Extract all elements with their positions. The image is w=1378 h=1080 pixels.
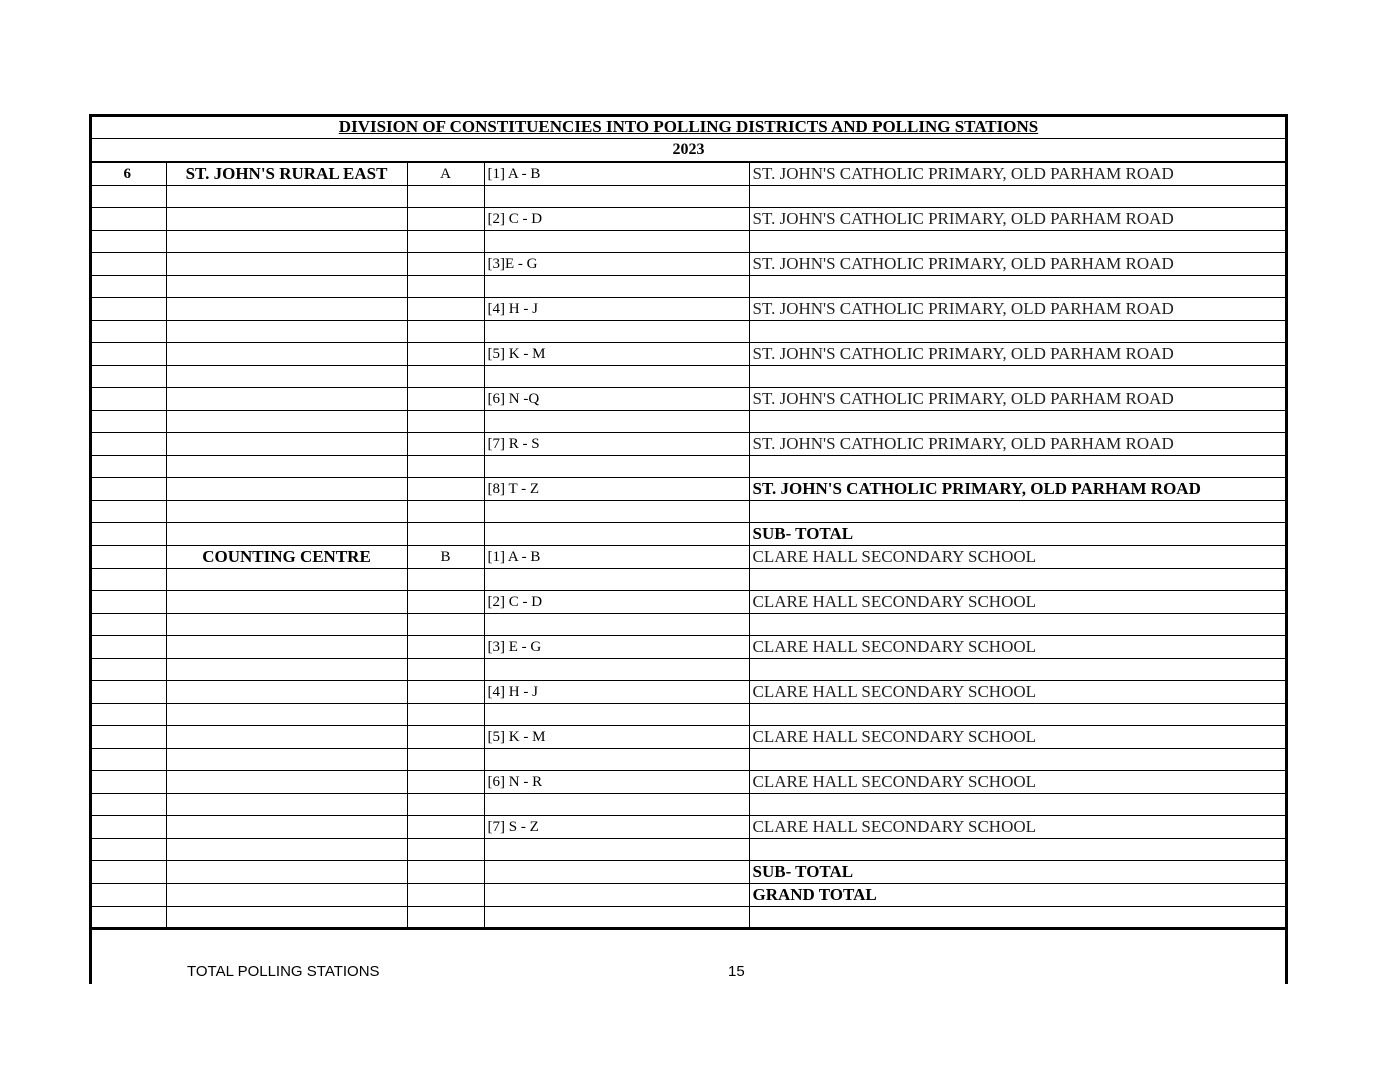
table-row bbox=[89, 591, 1288, 614]
constituency-name-cell bbox=[166, 501, 407, 523]
table-row bbox=[89, 681, 1288, 704]
constituency-name-cell bbox=[166, 298, 407, 321]
district-code-cell bbox=[407, 343, 484, 366]
constituency-number-cell bbox=[89, 681, 166, 704]
surname-range-cell bbox=[484, 749, 749, 771]
polling-station-cell bbox=[749, 839, 1288, 861]
table-row bbox=[89, 163, 1288, 186]
constituency-number-cell bbox=[89, 276, 166, 298]
constituency-name-cell bbox=[166, 388, 407, 411]
table-row bbox=[89, 839, 1288, 861]
constituency-name-cell bbox=[166, 726, 407, 749]
surname-range-cell: [2] C - D bbox=[484, 591, 749, 614]
document-title: DIVISION OF CONSTITUENCIES INTO POLLING DISTRICTS AND POLLING STATIONS bbox=[338, 117, 1039, 136]
polling-station-cell: CLARE HALL SECONDARY SCHOOL bbox=[749, 726, 1288, 749]
surname-range-cell bbox=[484, 614, 749, 636]
constituency-number-cell bbox=[89, 411, 166, 433]
district-code-cell bbox=[407, 861, 484, 884]
district-code-cell bbox=[407, 253, 484, 276]
constituency-number-cell bbox=[89, 749, 166, 771]
district-code-cell bbox=[407, 276, 484, 298]
table-row bbox=[89, 794, 1288, 816]
constituency-name-cell bbox=[166, 794, 407, 816]
constituency-number-cell bbox=[89, 343, 166, 366]
polling-station-cell: GRAND TOTAL bbox=[749, 884, 1288, 907]
constituency-name-cell bbox=[166, 208, 407, 231]
district-code-cell bbox=[407, 523, 484, 546]
constituency-name-cell bbox=[166, 907, 407, 929]
district-code-cell bbox=[407, 298, 484, 321]
constituency-name-cell bbox=[166, 411, 407, 433]
table-row bbox=[89, 276, 1288, 298]
constituency-number-cell bbox=[89, 816, 166, 839]
district-code-cell bbox=[407, 456, 484, 478]
surname-range-cell bbox=[484, 704, 749, 726]
surname-range-cell bbox=[484, 366, 749, 388]
district-code-cell bbox=[407, 771, 484, 794]
table-row bbox=[89, 659, 1288, 681]
constituency-number-cell bbox=[89, 726, 166, 749]
district-code-cell bbox=[407, 388, 484, 411]
surname-range-cell: [4] H - J bbox=[484, 681, 749, 704]
table-row bbox=[89, 456, 1288, 478]
polling-station-cell bbox=[749, 907, 1288, 929]
constituency-name-cell bbox=[166, 569, 407, 591]
constituency-name-cell bbox=[166, 253, 407, 276]
polling-station-cell: CLARE HALL SECONDARY SCHOOL bbox=[749, 591, 1288, 614]
polling-station-cell bbox=[749, 501, 1288, 523]
constituency-number-cell bbox=[89, 614, 166, 636]
surname-range-cell bbox=[484, 884, 749, 907]
constituency-number-cell bbox=[89, 907, 166, 929]
polling-station-cell bbox=[749, 569, 1288, 591]
constituency-name-cell bbox=[166, 186, 407, 208]
constituency-number-cell bbox=[89, 861, 166, 884]
table-row bbox=[89, 478, 1288, 501]
surname-range-cell bbox=[484, 907, 749, 929]
polling-station-cell: CLARE HALL SECONDARY SCHOOL bbox=[749, 771, 1288, 794]
document-title-row bbox=[89, 114, 1288, 139]
constituency-name-cell bbox=[166, 659, 407, 681]
constituency-name-cell bbox=[166, 816, 407, 839]
constituency-name-cell bbox=[166, 839, 407, 861]
polling-station-cell: CLARE HALL SECONDARY SCHOOL bbox=[749, 816, 1288, 839]
constituency-name-cell bbox=[166, 884, 407, 907]
district-code-cell bbox=[407, 208, 484, 231]
constituency-name-cell bbox=[166, 523, 407, 546]
polling-station-cell: ST. JOHN'S CATHOLIC PRIMARY, OLD PARHAM ROAD bbox=[749, 478, 1288, 501]
constituency-name-cell bbox=[166, 276, 407, 298]
district-code-cell bbox=[407, 704, 484, 726]
constituency-number-cell bbox=[89, 636, 166, 659]
district-code-cell bbox=[407, 636, 484, 659]
constituency-number-cell bbox=[89, 523, 166, 546]
constituency-name-cell bbox=[166, 771, 407, 794]
constituency-number-cell bbox=[89, 366, 166, 388]
polling-stations-table bbox=[89, 162, 1288, 930]
district-code-cell bbox=[407, 749, 484, 771]
district-code-cell bbox=[407, 794, 484, 816]
constituency-name-cell bbox=[166, 704, 407, 726]
table-row bbox=[89, 816, 1288, 839]
table-row bbox=[89, 636, 1288, 659]
district-code-cell bbox=[407, 569, 484, 591]
polling-station-cell bbox=[749, 366, 1288, 388]
constituency-number-cell bbox=[89, 208, 166, 231]
table-row bbox=[89, 388, 1288, 411]
constituency-number-cell bbox=[89, 569, 166, 591]
district-code-cell bbox=[407, 501, 484, 523]
constituency-name-cell bbox=[166, 433, 407, 456]
constituency-name-cell bbox=[166, 861, 407, 884]
polling-station-cell bbox=[749, 794, 1288, 816]
district-code-cell bbox=[407, 726, 484, 749]
constituency-number-cell bbox=[89, 186, 166, 208]
district-code-cell bbox=[407, 839, 484, 861]
constituency-name-cell: ST. JOHN'S RURAL EAST bbox=[166, 163, 407, 186]
table-row bbox=[89, 546, 1288, 569]
surname-range-cell bbox=[484, 839, 749, 861]
table-row bbox=[89, 614, 1288, 636]
constituency-number-cell bbox=[89, 388, 166, 411]
constituency-number-cell bbox=[89, 231, 166, 253]
polling-station-cell bbox=[749, 321, 1288, 343]
constituency-name-cell bbox=[166, 681, 407, 704]
surname-range-cell: [8] T - Z bbox=[484, 478, 749, 501]
table-row bbox=[89, 366, 1288, 388]
constituency-name-cell: COUNTING CENTRE bbox=[166, 546, 407, 569]
polling-stations-table-body bbox=[89, 163, 1288, 929]
constituency-number-cell bbox=[89, 704, 166, 726]
district-code-cell: A bbox=[407, 163, 484, 186]
district-code-cell bbox=[407, 907, 484, 929]
polling-station-cell bbox=[749, 659, 1288, 681]
polling-station-cell bbox=[749, 276, 1288, 298]
constituency-number-cell bbox=[89, 298, 166, 321]
table-row bbox=[89, 231, 1288, 253]
polling-station-cell bbox=[749, 704, 1288, 726]
district-code-cell bbox=[407, 816, 484, 839]
district-code-cell bbox=[407, 659, 484, 681]
polling-station-cell: CLARE HALL SECONDARY SCHOOL bbox=[749, 636, 1288, 659]
surname-range-cell: [1] A - B bbox=[484, 546, 749, 569]
table-row bbox=[89, 704, 1288, 726]
total-polling-stations-value: 15 bbox=[728, 963, 745, 980]
polling-station-cell: ST. JOHN'S CATHOLIC PRIMARY, OLD PARHAM ROAD bbox=[749, 298, 1288, 321]
table-row bbox=[89, 884, 1288, 907]
district-code-cell bbox=[407, 681, 484, 704]
surname-range-cell: [1] A - B bbox=[484, 163, 749, 186]
polling-station-cell: SUB- TOTAL bbox=[749, 861, 1288, 884]
surname-range-cell bbox=[484, 186, 749, 208]
constituency-number-cell bbox=[89, 501, 166, 523]
polling-station-cell: ST. JOHN'S CATHOLIC PRIMARY, OLD PARHAM ROAD bbox=[749, 163, 1288, 186]
document-year: 2023 bbox=[672, 141, 705, 158]
table-row bbox=[89, 907, 1288, 929]
polling-station-cell bbox=[749, 186, 1288, 208]
surname-range-cell bbox=[484, 501, 749, 523]
constituency-number-cell bbox=[89, 546, 166, 569]
polling-station-cell bbox=[749, 411, 1288, 433]
polling-station-cell bbox=[749, 456, 1288, 478]
surname-range-cell: [2] C - D bbox=[484, 208, 749, 231]
surname-range-cell: [3]E - G bbox=[484, 253, 749, 276]
constituency-number-cell bbox=[89, 253, 166, 276]
table-row bbox=[89, 253, 1288, 276]
district-code-cell bbox=[407, 231, 484, 253]
surname-range-cell bbox=[484, 659, 749, 681]
constituency-name-cell bbox=[166, 321, 407, 343]
district-code-cell bbox=[407, 321, 484, 343]
polling-station-cell: ST. JOHN'S CATHOLIC PRIMARY, OLD PARHAM ROAD bbox=[749, 253, 1288, 276]
polling-station-cell bbox=[749, 614, 1288, 636]
constituency-number-cell bbox=[89, 794, 166, 816]
constituency-number-cell bbox=[89, 659, 166, 681]
district-code-cell bbox=[407, 186, 484, 208]
table-row bbox=[89, 411, 1288, 433]
district-code-cell: B bbox=[407, 546, 484, 569]
surname-range-cell bbox=[484, 231, 749, 253]
surname-range-cell: [7] R - S bbox=[484, 433, 749, 456]
district-code-cell bbox=[407, 614, 484, 636]
constituency-name-cell bbox=[166, 456, 407, 478]
table-row bbox=[89, 298, 1288, 321]
constituency-number-cell bbox=[89, 456, 166, 478]
constituency-name-cell bbox=[166, 591, 407, 614]
constituency-name-cell bbox=[166, 614, 407, 636]
total-polling-stations-label: TOTAL POLLING STATIONS bbox=[187, 963, 380, 980]
surname-range-cell bbox=[484, 569, 749, 591]
table-row bbox=[89, 569, 1288, 591]
surname-range-cell: [6] N -Q bbox=[484, 388, 749, 411]
table-row bbox=[89, 861, 1288, 884]
surname-range-cell bbox=[484, 321, 749, 343]
surname-range-cell: [5] K - M bbox=[484, 726, 749, 749]
polling-station-cell: CLARE HALL SECONDARY SCHOOL bbox=[749, 681, 1288, 704]
surname-range-cell bbox=[484, 276, 749, 298]
surname-range-cell bbox=[484, 523, 749, 546]
table-row bbox=[89, 343, 1288, 366]
year-row bbox=[89, 139, 1288, 162]
district-code-cell bbox=[407, 591, 484, 614]
polling-station-cell: ST. JOHN'S CATHOLIC PRIMARY, OLD PARHAM ROAD bbox=[749, 388, 1288, 411]
surname-range-cell: [4] H - J bbox=[484, 298, 749, 321]
district-code-cell bbox=[407, 478, 484, 501]
polling-station-cell: ST. JOHN'S CATHOLIC PRIMARY, OLD PARHAM ROAD bbox=[749, 343, 1288, 366]
district-code-cell bbox=[407, 433, 484, 456]
polling-station-cell: ST. JOHN'S CATHOLIC PRIMARY, OLD PARHAM ROAD bbox=[749, 208, 1288, 231]
district-code-cell bbox=[407, 366, 484, 388]
constituency-number-cell bbox=[89, 884, 166, 907]
constituency-number-cell bbox=[89, 591, 166, 614]
constituency-number-cell bbox=[89, 478, 166, 501]
district-code-cell bbox=[407, 884, 484, 907]
polling-station-cell: ST. JOHN'S CATHOLIC PRIMARY, OLD PARHAM ROAD bbox=[749, 433, 1288, 456]
surname-range-cell: [3] E - G bbox=[484, 636, 749, 659]
constituency-name-cell bbox=[166, 478, 407, 501]
surname-range-cell: [7] S - Z bbox=[484, 816, 749, 839]
table-row bbox=[89, 523, 1288, 546]
constituency-name-cell bbox=[166, 749, 407, 771]
constituency-name-cell bbox=[166, 636, 407, 659]
constituency-number-cell bbox=[89, 433, 166, 456]
table-row bbox=[89, 433, 1288, 456]
constituency-number-cell bbox=[89, 771, 166, 794]
surname-range-cell: [5] K - M bbox=[484, 343, 749, 366]
table-row bbox=[89, 726, 1288, 749]
surname-range-cell bbox=[484, 456, 749, 478]
surname-range-cell: [6] N - R bbox=[484, 771, 749, 794]
surname-range-cell bbox=[484, 411, 749, 433]
polling-station-cell bbox=[749, 231, 1288, 253]
constituency-number-cell bbox=[89, 839, 166, 861]
table-row bbox=[89, 321, 1288, 343]
polling-station-cell: SUB- TOTAL bbox=[749, 523, 1288, 546]
table-row bbox=[89, 749, 1288, 771]
constituency-name-cell bbox=[166, 231, 407, 253]
district-code-cell bbox=[407, 411, 484, 433]
constituency-name-cell bbox=[166, 366, 407, 388]
constituency-number-cell bbox=[89, 321, 166, 343]
polling-station-cell bbox=[749, 749, 1288, 771]
surname-range-cell bbox=[484, 861, 749, 884]
constituency-name-cell bbox=[166, 343, 407, 366]
table-row bbox=[89, 186, 1288, 208]
constituency-number-cell: 6 bbox=[89, 163, 166, 186]
table-row bbox=[89, 771, 1288, 794]
table-row bbox=[89, 501, 1288, 523]
polling-station-cell: CLARE HALL SECONDARY SCHOOL bbox=[749, 546, 1288, 569]
table-row bbox=[89, 208, 1288, 231]
surname-range-cell bbox=[484, 794, 749, 816]
